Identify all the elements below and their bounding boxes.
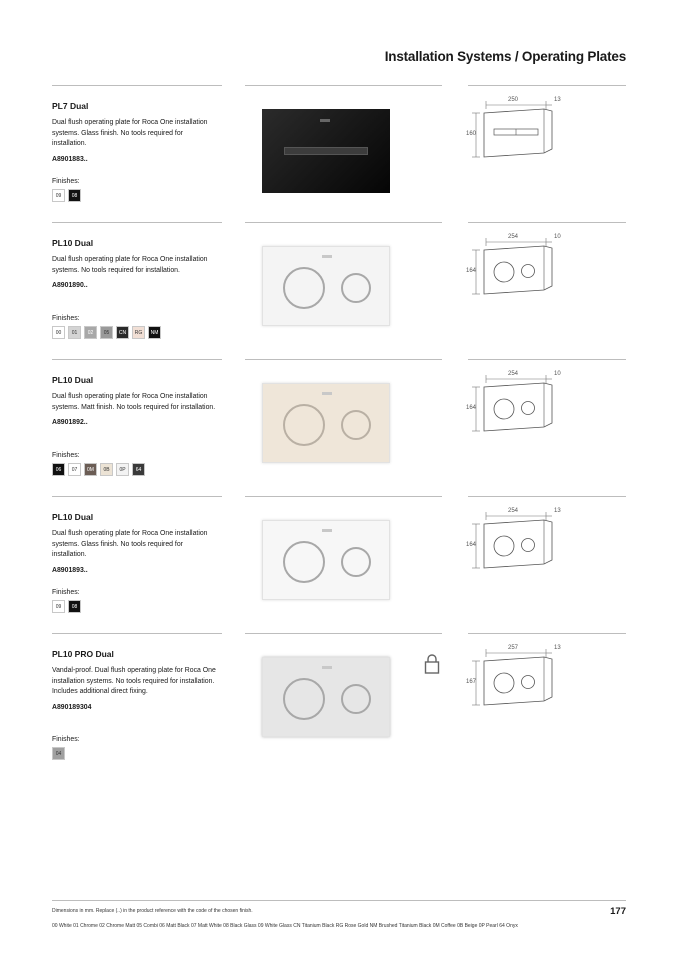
operating-plate-image [262,109,390,193]
finish-swatch: RG [132,326,145,339]
technical-drawing [466,633,626,743]
product-name: PL10 PRO Dual [52,649,114,659]
depth-dimension: 13 [554,645,561,651]
section-divider [245,359,442,360]
finish-swatch: 07 [68,463,81,476]
product-description: Dual flush operating plate for Roca One installation systems. No tools required for installation. [52,256,208,274]
product-name: PL10 Dual [52,512,94,522]
operating-plate-image [262,383,390,463]
product-section [52,496,626,633]
finish-swatch: 0M [84,463,97,476]
finish-codes-legend: 00 White 01 Chrome 02 Chrome Matt 05 Combi 06 Matt Black 07 Matt White 08 Black Glass 09 White Glass CN Titanium Black RG Rose Gold NM Brushed Titanium Black 0M Coffee 0B Beige 0P Pearl 64 Onyx [52,923,518,929]
product-description: Dual flush operating plate for Roca One installation systems. Glass finish. No tools required for installation. [52,530,208,558]
section-divider [52,85,222,86]
page-number: 177 [610,906,626,917]
product-section [52,85,626,222]
full-flush-button [283,404,325,446]
finish-swatch: 0P [116,463,129,476]
product-name: PL7 Dual [52,101,89,111]
width-dimension: 254 [508,371,519,377]
finishes-label: Finishes: [52,589,80,596]
finish-swatch: 04 [52,747,65,760]
finish-swatches [52,600,81,613]
depth-dimension: 13 [554,97,561,103]
technical-drawing [466,222,626,332]
finish-swatches [52,747,65,760]
section-divider [52,633,222,634]
product-section [52,633,626,770]
finish-swatch: 09 [52,189,65,202]
product-name: PL10 Dual [52,238,94,248]
height-dimension: 164 [466,542,477,548]
operating-plate-image [262,657,390,737]
product-section [52,222,626,359]
brand-logo [322,255,332,258]
brand-logo [320,119,330,122]
finish-swatches [52,326,161,339]
lock-icon [424,653,440,680]
technical-drawing [466,85,626,195]
finishes-label: Finishes: [52,736,80,743]
section-divider [245,633,442,634]
depth-dimension: 10 [554,234,561,240]
half-flush-button [341,684,371,714]
width-dimension: 254 [508,508,519,514]
product-description: Dual flush operating plate for Roca One installation systems. Matt finish. No tools required for installation. [52,393,216,411]
section-divider [52,222,222,223]
product-info [52,649,217,711]
product-reference: A8901892.. [52,419,88,426]
product-reference: A8901893.. [52,566,88,574]
section-divider [245,85,442,86]
finish-swatch: 02 [84,326,97,339]
finish-swatch: NM [148,326,161,339]
finish-swatch: CN [116,326,129,339]
height-dimension: 167 [466,679,477,685]
page-title: Installation Systems / Operating Plates [384,49,626,64]
finish-swatch: 09 [52,600,65,613]
product-reference: A8901883.. [52,155,88,163]
section-divider [52,496,222,497]
full-flush-button [283,678,325,720]
finish-swatch: 05 [100,326,113,339]
half-flush-button [341,410,371,440]
finish-swatches [52,463,145,476]
full-flush-button [283,267,325,309]
footer-divider [52,900,626,901]
height-dimension: 164 [466,405,477,411]
finishes-label: Finishes: [52,452,80,459]
product-description: Vandal-proof. Dual flush operating plate for Roca One installation systems. No tools required for installation. Includes additional direct fixing. [52,667,216,695]
width-dimension: 257 [508,645,519,651]
finishes-label: Finishes: [52,178,80,185]
technical-drawing [466,496,626,606]
section-divider [52,359,222,360]
width-dimension: 254 [508,234,519,240]
product-info [52,101,217,163]
height-dimension: 160 [466,131,477,137]
product-info [52,375,217,426]
product-name: PL10 Dual [52,375,94,385]
half-flush-button [341,273,371,303]
product-reference: A8901890.. [52,282,88,289]
operating-plate-image [262,246,390,326]
width-dimension: 250 [508,97,519,103]
flush-button-bar [284,147,368,155]
operating-plate-image [262,520,390,600]
product-reference: A890189304 [52,703,92,711]
brand-logo [322,529,332,532]
finish-swatches [52,189,81,202]
brand-logo [322,666,332,669]
finish-swatch: 00 [52,326,65,339]
product-section [52,359,626,496]
half-flush-button [341,547,371,577]
product-info [52,238,217,289]
finish-swatch: 08 [68,600,81,613]
brand-logo [322,392,332,395]
depth-dimension: 10 [554,371,561,377]
finish-swatch: 06 [52,463,65,476]
finishes-label: Finishes: [52,315,80,322]
full-flush-button [283,541,325,583]
technical-drawing [466,359,626,469]
footer-note: Dimensions in mm. Replace (..) in the product reference with the code of the chosen finish. [52,908,253,914]
depth-dimension: 13 [554,508,561,514]
section-divider [245,496,442,497]
finish-swatch: 01 [68,326,81,339]
height-dimension: 164 [466,268,477,274]
section-divider [245,222,442,223]
product-description: Dual flush operating plate for Roca One installation systems. Glass finish. No tools required for installation. [52,119,208,147]
product-info [52,512,217,574]
finish-swatch: 64 [132,463,145,476]
finish-swatch: 08 [68,189,81,202]
finish-swatch: 0B [100,463,113,476]
